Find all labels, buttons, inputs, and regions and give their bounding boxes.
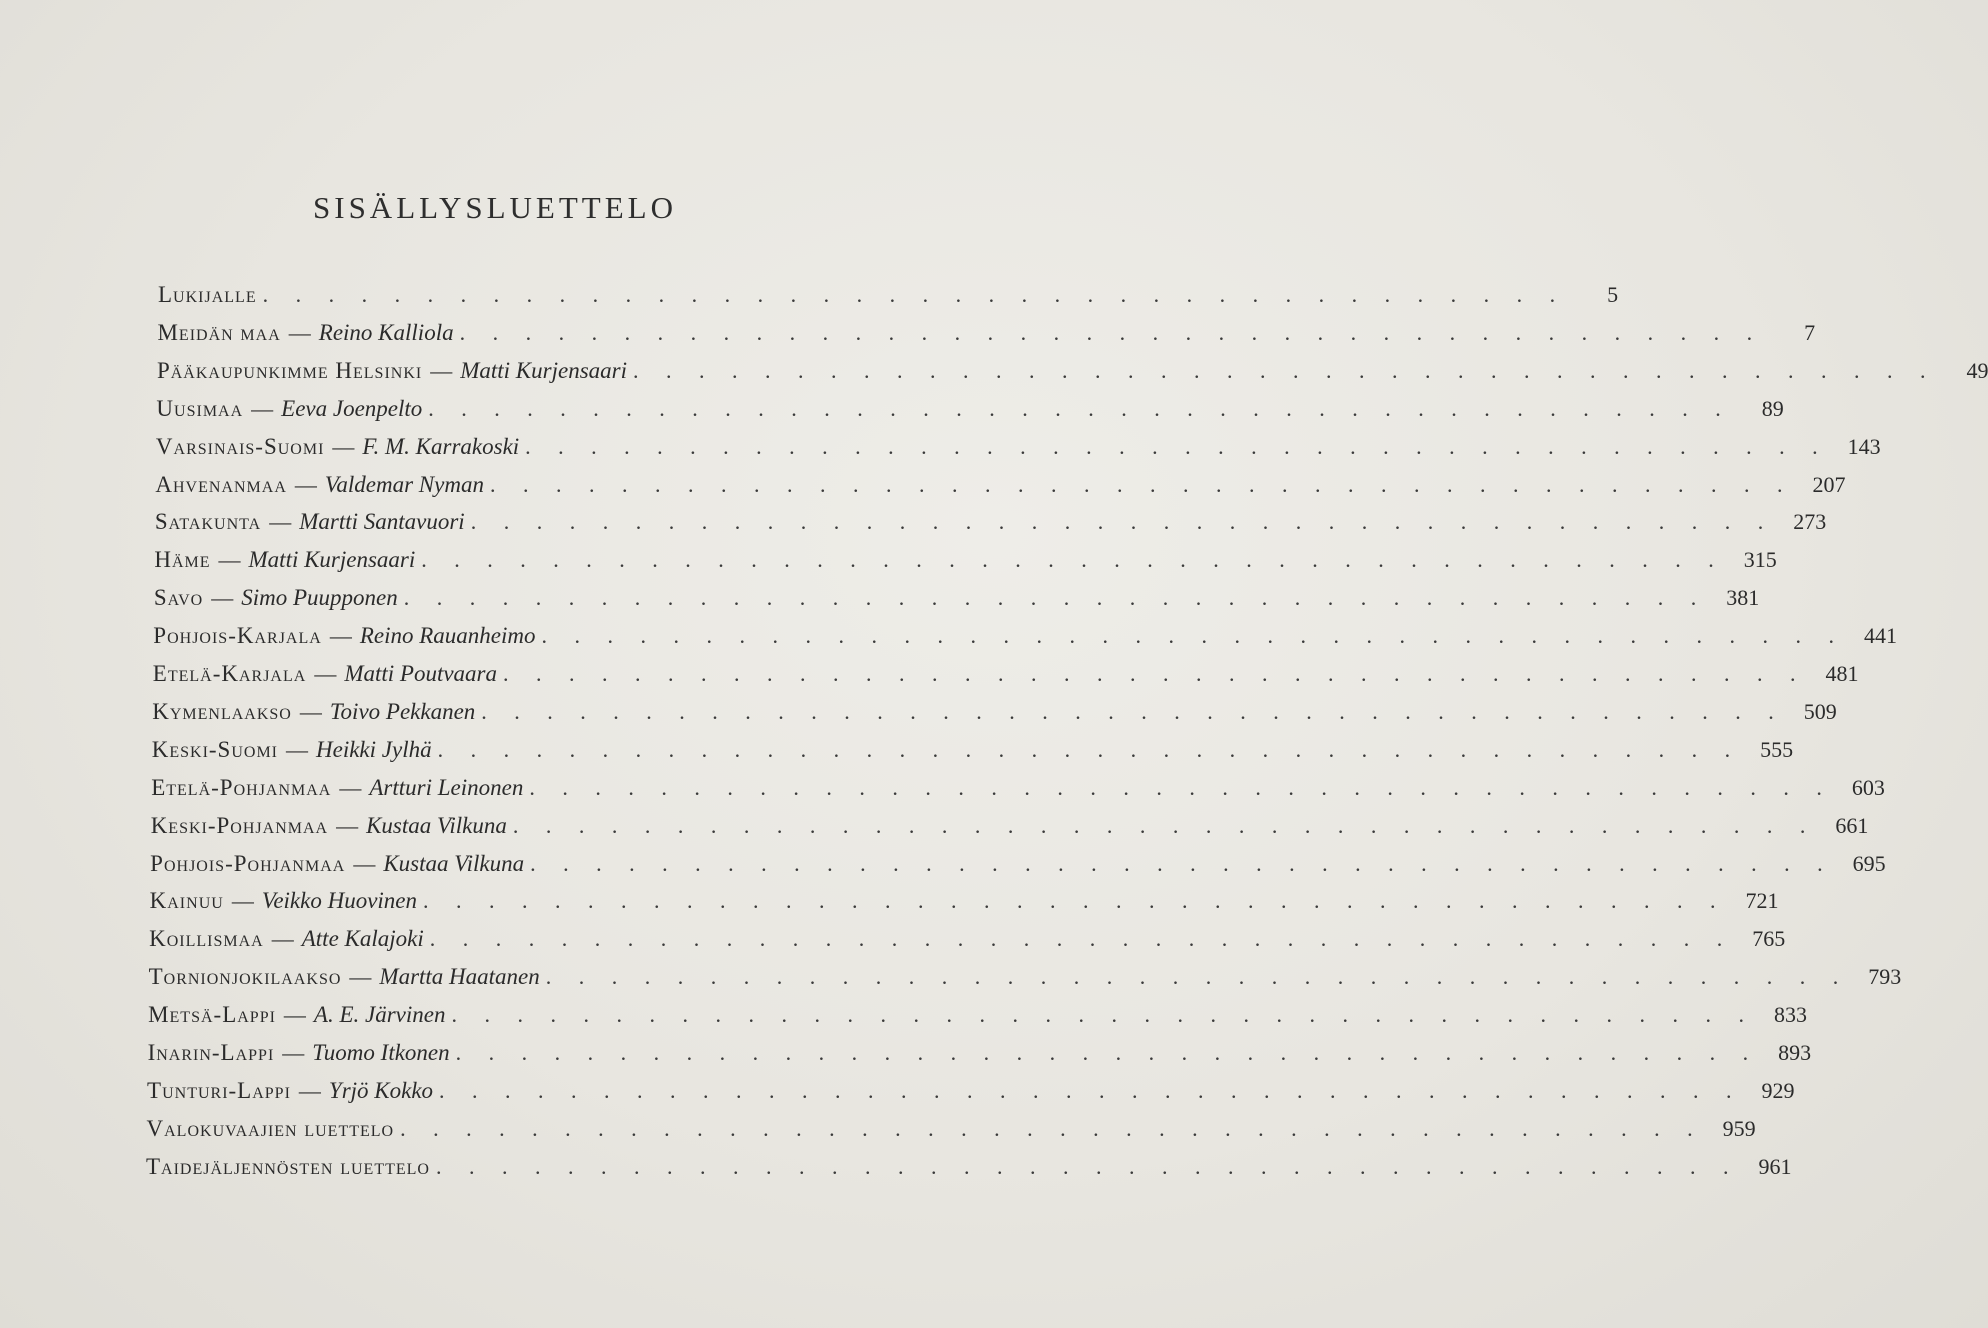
toc-entry bbox=[153, 585, 1760, 619]
toc-page-number: 833 bbox=[1774, 1002, 1807, 1028]
toc-page-number: 5 bbox=[1607, 282, 1619, 307]
toc-author: Heikki Jylhä bbox=[316, 736, 432, 762]
toc-section-title: Keski-Suomi bbox=[151, 736, 279, 762]
toc-author: Kustaa Vilkuna bbox=[366, 812, 507, 838]
em-dash-separator: — bbox=[349, 964, 372, 990]
dot-leader: . . . . . . . . . . . . . . . . . . . . . . . . . . . . . . . . . . . . . . . . bbox=[423, 888, 1727, 914]
toc-section-title: Kainuu bbox=[149, 888, 224, 914]
toc-author: Martti Santavuori bbox=[299, 509, 465, 535]
toc-section-title: Tornionjokilaakso bbox=[148, 964, 342, 990]
dot-leader: . . . . . . . . . . . . . . . . . . . . . . . . . . . . . . . . . . . . . . . . bbox=[439, 1077, 1743, 1103]
dot-leader: . . . . . . . . . . . . . . . . . . . . . . . . . . . . . . . . . . . . . . . . bbox=[512, 812, 1817, 838]
em-dash-separator: — bbox=[298, 1077, 321, 1103]
toc-section-title: Lukijalle bbox=[158, 282, 257, 307]
dot-leader: . . . . . . . . . . . . . . . . . . . . . . . . . . . . . . . . . . . . . . . . bbox=[451, 1002, 1755, 1028]
toc-author: A. E. Järvinen bbox=[313, 1002, 446, 1028]
em-dash-separator: — bbox=[231, 888, 254, 914]
dot-leader: . . . . . . . . . . . . . . . . . . . . . . . . . . . . . . . . . . . . . . . . bbox=[262, 282, 1567, 307]
toc-entry bbox=[147, 1077, 1795, 1112]
toc-page-number: 89 bbox=[1761, 395, 1784, 421]
dot-leader: . . . . . . . . . . . . . . . . . . . . . . . . . . . . . . . . . . . . . . . . bbox=[481, 698, 1785, 724]
toc-author: Toivo Pekkanen bbox=[329, 698, 476, 724]
toc-entry bbox=[149, 926, 1786, 960]
toc-author: Reino Rauanheimo bbox=[359, 623, 536, 649]
toc-page-number: 381 bbox=[1726, 585, 1760, 611]
toc-entry bbox=[151, 736, 1794, 771]
toc-entry bbox=[149, 888, 1779, 922]
em-dash-separator: — bbox=[251, 395, 274, 421]
toc-author: Kustaa Vilkuna bbox=[383, 850, 525, 876]
toc-section-title: Ahvenanmaa bbox=[155, 471, 287, 497]
toc-entry bbox=[157, 319, 1816, 354]
toc-page-number: 793 bbox=[1868, 964, 1902, 990]
toc-section-title: Kymenlaakso bbox=[152, 698, 292, 724]
em-dash-separator: — bbox=[329, 623, 352, 649]
em-dash-separator: — bbox=[336, 812, 359, 838]
toc-entry bbox=[150, 850, 1886, 885]
toc-section-title: Etelä-Karjala bbox=[152, 661, 307, 686]
toc-section-title: Meidän maa bbox=[157, 319, 281, 345]
toc-section-title: Etelä-Pohjanmaa bbox=[151, 774, 332, 800]
toc-entry bbox=[146, 1153, 1792, 1188]
toc-author: Atte Kalajoki bbox=[301, 926, 424, 952]
toc-entry bbox=[153, 623, 1897, 657]
toc-page-number: 273 bbox=[1793, 509, 1827, 535]
toc-page-number: 929 bbox=[1761, 1077, 1795, 1103]
toc-section-title: Tunturi-Lappi bbox=[147, 1077, 291, 1103]
em-dash-separator: — bbox=[271, 926, 294, 952]
toc-page-number: 207 bbox=[1812, 471, 1846, 497]
em-dash-separator: — bbox=[269, 509, 292, 535]
em-dash-separator: — bbox=[339, 774, 362, 800]
toc-section-title: Keski-Pohjanmaa bbox=[150, 812, 329, 838]
toc-page-number: 661 bbox=[1835, 812, 1869, 838]
toc-author: Martta Haatanen bbox=[379, 964, 540, 990]
toc-entry bbox=[155, 433, 1881, 468]
toc-section-title: Valokuvaajien luettelo bbox=[146, 1115, 395, 1141]
toc-author: Tuomo Itkonen bbox=[312, 1040, 450, 1065]
toc-author: Yrjö Kokko bbox=[328, 1077, 434, 1103]
toc-author: Reino Kalliola bbox=[318, 319, 454, 345]
toc-author: Matti Poutvaara bbox=[344, 661, 497, 686]
toc-section-title: Taidejäljennösten luettelo bbox=[146, 1153, 430, 1179]
dot-leader: . . . . . . . . . . . . . . . . . . . . . . . . . . . . . . . . . . . . . . . . bbox=[470, 509, 1775, 535]
em-dash-separator: — bbox=[299, 698, 322, 724]
em-dash-separator: — bbox=[314, 661, 337, 686]
toc-section-title: Satakunta bbox=[154, 509, 262, 535]
toc-entry bbox=[148, 1002, 1807, 1036]
dot-leader: . . . . . . . . . . . . . . . . . . . . . . . . . . . . . . . . . . . . . . . . bbox=[541, 623, 1845, 649]
toc-section-title: Pääkaupunkimme Helsinki bbox=[156, 357, 423, 383]
em-dash-separator: — bbox=[211, 585, 234, 611]
toc-page-number: 49 bbox=[1966, 357, 1988, 383]
toc-author: Valdemar Nyman bbox=[324, 471, 484, 497]
toc-entry bbox=[148, 964, 1902, 998]
em-dash-separator: — bbox=[282, 1040, 305, 1065]
dot-leader: . . . . . . . . . . . . . . . . . . . . . . . . . . . . . . . . . . . . . . . . bbox=[429, 926, 1734, 952]
toc-page-number: 315 bbox=[1743, 547, 1777, 573]
toc-section-title: Koillismaa bbox=[149, 926, 264, 952]
toc-entry bbox=[154, 509, 1827, 543]
em-dash-separator: — bbox=[286, 736, 309, 762]
dot-leader: . . . . . . . . . . . . . . . . . . . . . . . . . . . . . . . . . . . . . . . . bbox=[400, 1115, 1704, 1141]
toc-section-title: Pohjois-Karjala bbox=[153, 623, 322, 649]
toc-entry bbox=[147, 1040, 1812, 1074]
toc-entry bbox=[150, 812, 1869, 847]
toc-page-number: 7 bbox=[1804, 319, 1816, 345]
dot-leader: . . . . . . . . . . . . . . . . . . . . . . . . . . . . . . . . . . . . . . . . bbox=[525, 433, 1829, 459]
toc-entry bbox=[158, 282, 1619, 316]
em-dash-separator: — bbox=[332, 433, 355, 459]
toc-section-title: Varsinais-Suomi bbox=[155, 433, 325, 459]
em-dash-separator: — bbox=[430, 357, 453, 383]
toc-page-number: 893 bbox=[1778, 1040, 1812, 1065]
toc-page-number: 441 bbox=[1863, 623, 1897, 649]
page-title: SISÄLLYSLUETTELO bbox=[313, 190, 677, 225]
dot-leader: . . . . . . . . . . . . . . . . . . . . . . . . . . . . . . . . . . . . . . . . bbox=[632, 357, 1937, 383]
dot-leader: . . . . . . . . . . . . . . . . . . . . . . . . . . . . . . . . . . . . . . . . bbox=[503, 661, 1807, 686]
toc-page-number: 481 bbox=[1825, 661, 1859, 686]
toc-entry bbox=[156, 395, 1784, 430]
em-dash-separator: — bbox=[218, 547, 241, 573]
toc-section-title: Pohjois-Pohjanmaa bbox=[150, 850, 346, 876]
toc-page-number: 509 bbox=[1803, 698, 1837, 724]
toc-entry bbox=[152, 661, 1859, 695]
toc-section-title: Metsä-Lappi bbox=[148, 1002, 276, 1028]
toc-section-title: Uusimaa bbox=[156, 395, 244, 421]
dot-leader: . . . . . . . . . . . . . . . . . . . . . . . . . . . . . . . . . . . . . . . . bbox=[428, 395, 1732, 421]
em-dash-separator: — bbox=[283, 1002, 306, 1028]
dot-leader: . . . . . . . . . . . . . . . . . . . . . . . . . . . . . . . . . . . . . . . . bbox=[459, 319, 1764, 345]
toc-author: Matti Kurjensaari bbox=[248, 547, 416, 573]
em-dash-separator: — bbox=[294, 471, 317, 497]
toc-section-title: Häme bbox=[154, 547, 211, 573]
toc-page-number: 959 bbox=[1722, 1115, 1756, 1141]
dot-leader: . . . . . . . . . . . . . . . . . . . . . . . . . . . . . . . . . . . . . . . . bbox=[437, 736, 1742, 762]
dot-leader: . . . . . . . . . . . . . . . . . . . . . . . . . . . . . . . . . . . . . . . . bbox=[545, 964, 1850, 990]
em-dash-separator: — bbox=[288, 319, 311, 345]
toc-page-number: 555 bbox=[1760, 736, 1794, 762]
dot-leader: . . . . . . . . . . . . . . . . . . . . . . . . . . . . . . . . . . . . . . . . bbox=[529, 774, 1833, 800]
toc-entry bbox=[151, 774, 1885, 809]
toc-page-number: 603 bbox=[1851, 774, 1885, 800]
toc-page-number: 695 bbox=[1852, 850, 1886, 876]
dot-leader: . . . . . . . . . . . . . . . . . . . . . . . . . . . . . . . . . . . . . . . . bbox=[435, 1153, 1740, 1179]
dot-leader: . . . . . . . . . . . . . . . . . . . . . . . . . . . . . . . . . . . . . . . . bbox=[421, 547, 1725, 573]
toc-entry bbox=[154, 547, 1777, 581]
toc-entry bbox=[146, 1115, 1756, 1150]
toc-entry bbox=[155, 471, 1846, 506]
dot-leader: . . . . . . . . . . . . . . . . . . . . . . . . . . . . . . . . . . . . . . . . bbox=[455, 1040, 1760, 1065]
toc-page-number: 721 bbox=[1745, 888, 1779, 914]
dot-leader: . . . . . . . . . . . . . . . . . . . . . . . . . . . . . . . . . . . . . . . . bbox=[489, 471, 1794, 497]
toc-entry bbox=[152, 698, 1837, 733]
dot-leader: . . . . . . . . . . . . . . . . . . . . . . . . . . . . . . . . . . . . . . . . bbox=[530, 850, 1834, 876]
toc-author: F. M. Karrakoski bbox=[362, 433, 520, 459]
toc-author: Veikko Huovinen bbox=[261, 888, 417, 914]
toc-author: Artturi Leinonen bbox=[369, 774, 524, 800]
toc-author: Matti Kurjensaari bbox=[460, 357, 627, 383]
toc-entry bbox=[156, 357, 1988, 392]
toc-page-number: 961 bbox=[1758, 1153, 1792, 1179]
dot-leader: . . . . . . . . . . . . . . . . . . . . . . . . . . . . . . . . . . . . . . . . bbox=[403, 585, 1708, 611]
toc-page-number: 765 bbox=[1752, 926, 1786, 952]
toc-section-title: Savo bbox=[153, 585, 204, 611]
toc-page-number: 143 bbox=[1847, 433, 1881, 459]
toc-author: Simo Puupponen bbox=[241, 585, 398, 611]
toc-section-title: Inarin-Lappi bbox=[147, 1040, 275, 1065]
toc-author: Eeva Joenpelto bbox=[281, 395, 423, 421]
em-dash-separator: — bbox=[353, 850, 376, 876]
